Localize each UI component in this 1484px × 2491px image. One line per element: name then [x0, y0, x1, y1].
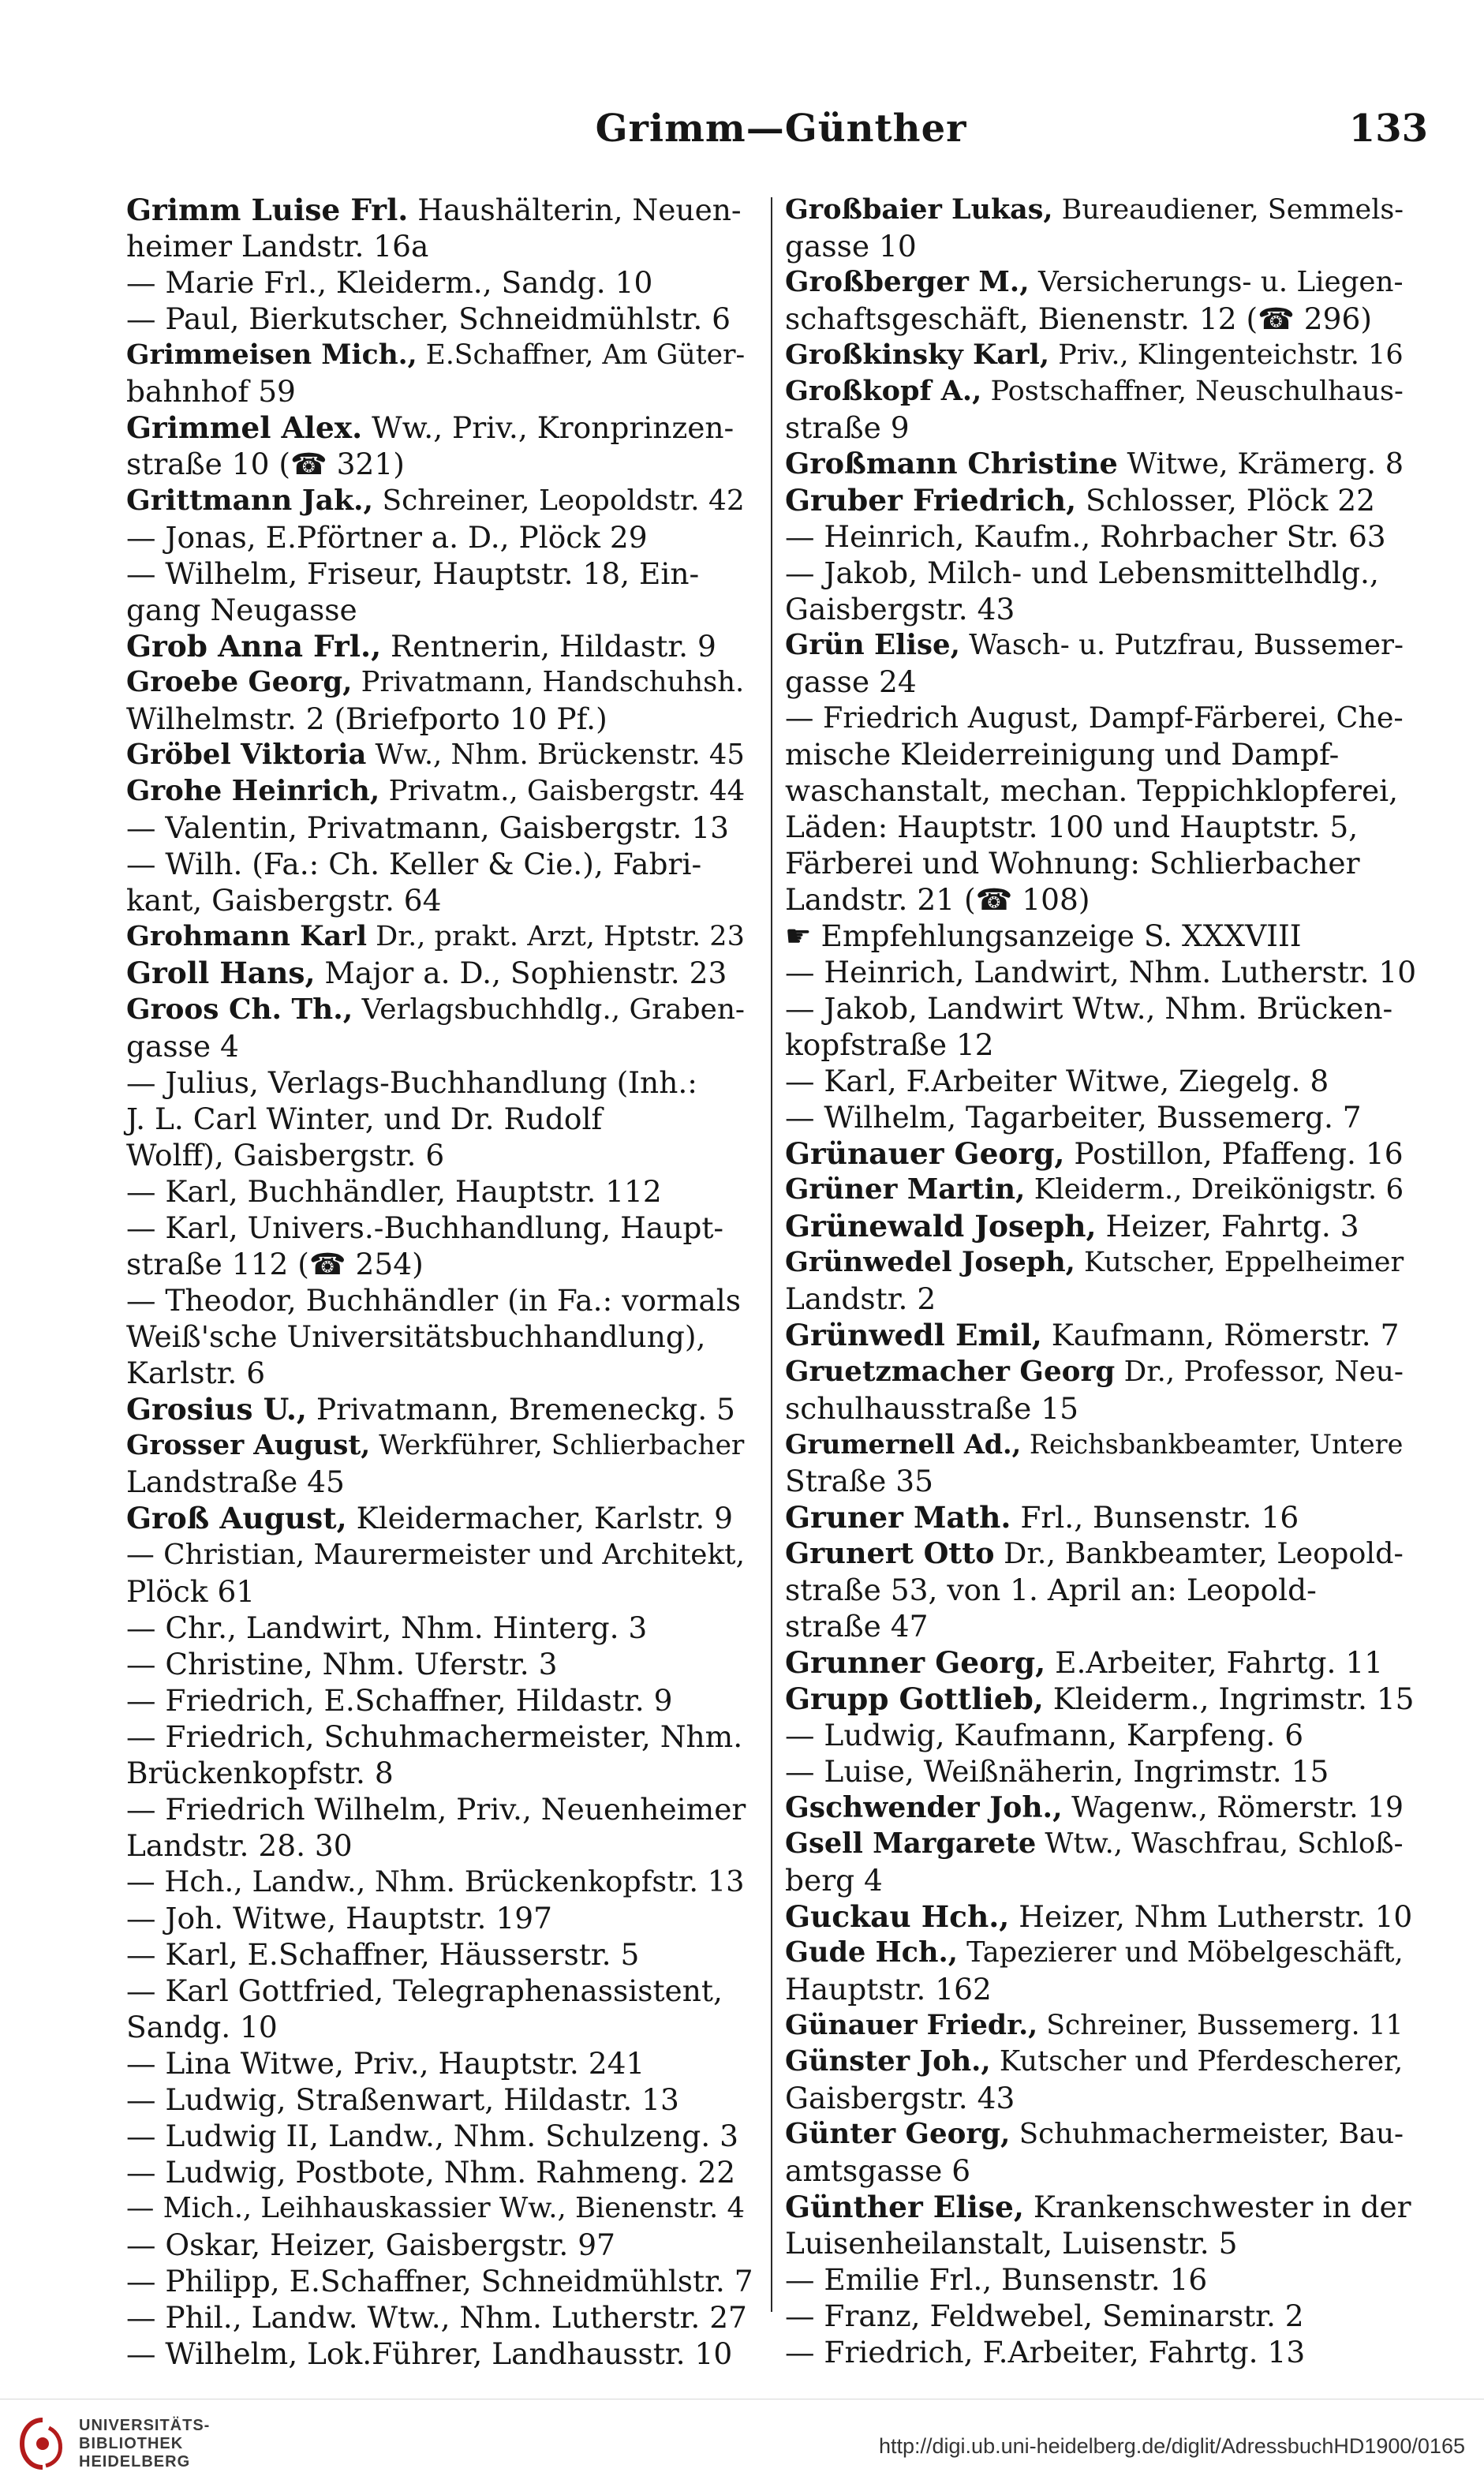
directory-entry	[785, 482, 1416, 518]
right-column	[785, 192, 1417, 2369]
directory-entry	[126, 410, 757, 446]
entry-details: Schuhmachermeister, Bau-	[1010, 2118, 1404, 2150]
entry-details: Wtw., Waschfrau, Schloß-	[1036, 1827, 1404, 1860]
entry-details: Kleidermacher, Karlstr. 9	[346, 1501, 733, 1535]
entry-name: Gschwender Joh.,	[785, 1790, 1063, 1824]
directory-entry	[785, 1281, 1416, 1317]
directory-entry	[126, 1755, 757, 1791]
column-divider	[771, 197, 772, 2312]
library-logo-icon	[14, 2415, 71, 2472]
entry-details: heimer Landstr. 16a	[126, 229, 429, 264]
directory-entry	[785, 881, 1416, 918]
entry-details: Schlosser, Plöck 22	[1076, 483, 1375, 518]
directory-entry	[785, 1099, 1416, 1135]
directory-entry	[126, 1791, 757, 1827]
directory-entry	[785, 264, 1416, 301]
entry-name: Grunner Georg,	[785, 1645, 1046, 1680]
entry-details: — Ludwig, Kaufmann, Karpfeng. 6	[785, 1718, 1304, 1752]
directory-entry	[785, 1463, 1416, 1499]
directory-entry	[785, 1499, 1416, 1535]
directory-entry	[126, 1391, 757, 1427]
entry-name: Günauer Friedr.,	[785, 2010, 1038, 2041]
entry-details: kant, Gaisbergstr. 64	[126, 883, 442, 918]
entry-details: straße 10 (☎ 321)	[126, 447, 405, 481]
entry-details: Karlstr. 6	[126, 1356, 266, 1390]
directory-entry	[126, 846, 757, 882]
directory-entry	[785, 1172, 1416, 1208]
entry-details: mische Kleiderreinigung und Dampf-	[785, 737, 1340, 772]
entry-details: — Joh. Witwe, Hauptstr. 197	[126, 1901, 552, 1936]
entry-name: Groos Ch. Th.,	[126, 993, 353, 1026]
entry-details: Luisenheilanstalt, Luisenstr. 5	[785, 2226, 1238, 2261]
directory-entry	[785, 1572, 1416, 1608]
entry-details: Gaisbergstr. 43	[785, 2081, 1015, 2115]
directory-entry	[126, 555, 757, 592]
directory-entry	[785, 1390, 1416, 1427]
directory-entry	[785, 845, 1416, 881]
directory-entry	[785, 2044, 1416, 2080]
entry-name: Grumernell Ad.,	[785, 1429, 1022, 1460]
directory-entry	[785, 337, 1416, 373]
entry-details: Wolff), Gaisbergstr. 6	[126, 1138, 445, 1173]
entry-details: E.Schaffner, Am Güter-	[417, 339, 746, 371]
directory-entry	[126, 810, 757, 846]
entry-details: Versicherungs- u. Liegen-	[1029, 266, 1404, 298]
entry-details: Schreiner, Bussemerg. 11	[1037, 2010, 1404, 2041]
entry-name: Groll Hans,	[126, 956, 316, 990]
entry-details: — Wilh. (Fa.: Ch. Keller & Cie.), Fabri-	[126, 847, 702, 881]
entry-details: straße 9	[785, 410, 910, 445]
entry-details: — Ludwig, Straßenwart, Hildastr. 13	[126, 2082, 679, 2117]
source-url[interactable]: http://digi.ub.uni-heidelberg.de/diglit/AdressbuchHD1900/0165	[878, 2434, 1465, 2458]
entry-name: Günther Elise,	[785, 2190, 1024, 2224]
directory-entry	[785, 954, 1416, 990]
entry-details: — Mich., Leihhauskassier Ww., Bienenstr. 4	[126, 2192, 746, 2224]
directory-entry	[785, 1826, 1416, 1862]
directory-entry	[126, 991, 757, 1028]
directory-entry	[126, 1246, 757, 1282]
entry-details: Straße 35	[785, 1464, 933, 1498]
directory-entry	[785, 627, 1416, 664]
entry-details: — Valentin, Privatmann, Gaisbergstr. 13	[126, 810, 729, 845]
entry-name: Grupp Gottlieb,	[785, 1681, 1044, 1716]
logo-line: UNIVERSITÄTS-	[79, 2417, 211, 2434]
directory-entry	[785, 700, 1416, 736]
directory-entry	[785, 192, 1416, 228]
entry-details: Sandg. 10	[126, 2010, 278, 2044]
directory-entry	[126, 1900, 757, 1936]
entry-details: — Friedrich, F.Arbeiter, Fahrtg. 13	[785, 2335, 1306, 2369]
entry-details: — Jakob, Landwirt Wtw., Nhm. Brücken-	[785, 991, 1393, 1026]
entry-name: Grünauer Georg,	[785, 1136, 1065, 1171]
directory-entry	[126, 2227, 757, 2263]
directory-entry	[785, 2080, 1416, 2116]
entry-details: — Christian, Maurermeister und Architekt,	[126, 1539, 745, 1571]
entry-name: Großmann Christine	[785, 447, 1118, 481]
directory-entry	[126, 1282, 757, 1318]
directory-entry	[126, 918, 757, 955]
directory-entry	[785, 772, 1416, 809]
directory-entry	[785, 1063, 1416, 1099]
entry-details: Plöck 61	[126, 1574, 256, 1609]
left-column	[126, 192, 757, 2371]
entry-name: Grob Anna Frl.,	[126, 629, 382, 664]
directory-entry	[126, 1355, 757, 1391]
entry-details: Frl., Bunsenstr. 16	[1011, 1500, 1299, 1535]
entry-details: Witwe, Krämerg. 8	[1117, 447, 1404, 481]
entry-details: Heizer, Fahrtg. 3	[1096, 1209, 1359, 1244]
directory-entry	[126, 192, 757, 228]
logo-line: BIBLIOTHEK	[79, 2435, 184, 2452]
entry-name: Gsell Margarete	[785, 1827, 1037, 1860]
entry-details: — Oskar, Heizer, Gaisbergstr. 97	[126, 2227, 615, 2262]
entry-details: — Lina Witwe, Priv., Hauptstr. 241	[126, 2046, 645, 2081]
entry-details: J. L. Carl Winter, und Dr. Rudolf	[126, 1102, 603, 1136]
entry-details: E.Arbeiter, Fahrtg. 11	[1045, 1645, 1384, 1680]
directory-entry	[785, 1971, 1416, 2007]
directory-entry	[126, 1682, 757, 1719]
entry-details: — Karl, E.Schaffner, Häusserstr. 5	[126, 1937, 640, 1972]
entry-details: — Heinrich, Kaufm., Rohrbacher Str. 63	[785, 519, 1386, 554]
page-title: Grimm—Günther	[595, 107, 967, 151]
directory-entry	[126, 2299, 757, 2336]
entry-name: Grohe Heinrich,	[126, 775, 380, 807]
directory-entry	[785, 555, 1416, 591]
entry-name: Grün Elise,	[785, 629, 960, 661]
entry-details: — Chr., Landwirt, Nhm. Hinterg. 3	[126, 1610, 648, 1645]
entry-details: Ww., Nhm. Brückenstr. 45	[366, 739, 745, 771]
entry-details: kopfstraße 12	[785, 1027, 994, 1062]
entry-details: Tapezierer und Möbelgeschäft,	[957, 1936, 1404, 1969]
entry-details: Ww., Priv., Kronprinzen-	[362, 410, 735, 445]
directory-entry	[126, 2154, 757, 2190]
directory-entry	[785, 1862, 1416, 1898]
directory-entry	[126, 1101, 757, 1137]
entry-details: Kleiderm., Dreikönigstr. 6	[1025, 1173, 1404, 1206]
entry-details: Dr., Professor, Neu-	[1115, 1356, 1404, 1388]
entry-details: — Friedrich Wilhelm, Priv., Neuenheimer	[126, 1792, 746, 1827]
directory-entry	[785, 301, 1416, 337]
directory-entry	[785, 990, 1416, 1027]
entry-details: Werkführer, Schlierbacher	[370, 1430, 745, 1461]
directory-entry	[785, 1681, 1416, 1717]
entry-details: Rentnerin, Hildastr. 9	[381, 629, 716, 664]
entry-details: — Phil., Landw. Wtw., Nhm. Lutherstr. 27	[126, 2300, 747, 2335]
directory-entry	[785, 1317, 1416, 1353]
directory-entry	[126, 2190, 757, 2227]
entry-details: Schreiner, Leopoldstr. 42	[373, 484, 745, 517]
entry-details: schulhausstraße 15	[785, 1391, 1078, 1426]
entry-name: Gruber Friedrich,	[785, 483, 1077, 518]
entry-details: Wilhelmstr. 2 (Briefporto 10 Pf.)	[126, 701, 607, 736]
entry-details: schaftsgeschäft, Bienenstr. 12 (☎ 296)	[785, 301, 1372, 336]
directory-entry	[785, 1717, 1416, 1753]
entry-name: Großberger M.,	[785, 266, 1030, 298]
entry-details: — Heinrich, Landwirt, Nhm. Lutherstr. 10	[785, 955, 1417, 989]
entry-details: — Emilie Frl., Bunsenstr. 16	[785, 2262, 1208, 2297]
entry-details: Krankenschwester in der	[1023, 2190, 1411, 2224]
library-logo-text	[79, 2417, 210, 2471]
directory-entry	[126, 228, 757, 264]
entry-details: waschanstalt, mechan. Teppichklopferei,	[785, 773, 1399, 808]
entry-details: gasse 24	[785, 664, 917, 699]
entry-details: Bureaudiener, Semmels-	[1052, 194, 1404, 226]
entry-details: Verlagsbuchhdlg., Graben-	[353, 993, 746, 1026]
directory-entry	[126, 2081, 757, 2118]
directory-entry	[785, 1208, 1416, 1244]
entry-name: Großbaier Lukas,	[785, 193, 1053, 226]
directory-entry	[126, 1427, 757, 1464]
directory-entry	[785, 1244, 1416, 1281]
entry-details: Kutscher und Pferdescherer,	[990, 2045, 1404, 2078]
entry-name: Grünwedel Joseph,	[785, 1246, 1075, 1278]
entry-details: Postillon, Pfaffeng. 16	[1064, 1136, 1404, 1171]
directory-entry	[126, 955, 757, 991]
directory-entry	[785, 2116, 1416, 2153]
directory-entry	[126, 2045, 757, 2081]
entry-details: — Paul, Bierkutscher, Schneidmühlstr. 6	[126, 301, 731, 336]
directory-entry	[126, 373, 757, 410]
entry-details: Dr., prakt. Arzt, Hptstr. 23	[367, 920, 745, 952]
directory-entry	[126, 301, 757, 337]
directory-entry	[126, 737, 757, 773]
entry-details: — Christine, Nhm. Uferstr. 3	[126, 1647, 558, 1681]
entry-details: straße 112 (☎ 254)	[126, 1247, 424, 1281]
directory-entry	[126, 519, 757, 555]
directory-entry	[785, 1027, 1416, 1063]
directory-entry	[126, 337, 757, 373]
entry-details: Privatm., Gaisbergstr. 44	[379, 775, 746, 807]
directory-entry	[785, 518, 1416, 555]
entry-name: Gude Hch.,	[785, 1936, 958, 1969]
entry-details: Färberei und Wohnung: Schlierbacher	[785, 846, 1360, 881]
entry-name: Gruetzmacher Georg	[785, 1355, 1116, 1388]
directory-entry	[126, 1500, 757, 1536]
directory-entry	[126, 882, 757, 918]
entry-details: — Jonas, E.Pförtner a. D., Plöck 29	[126, 520, 648, 555]
directory-entry	[785, 664, 1416, 700]
entry-details: Landstr. 2	[785, 1281, 936, 1316]
directory-entry	[126, 1028, 757, 1064]
entry-details: Landstr. 21 (☎ 108)	[785, 882, 1090, 917]
entry-details: — Friedrich, E.Schaffner, Hildastr. 9	[126, 1683, 673, 1718]
entry-details: Hauptstr. 162	[785, 1972, 992, 2007]
directory-entry	[785, 1535, 1416, 1572]
entry-details: — Theodor, Buchhändler (in Fa.: vormals	[126, 1283, 741, 1318]
entry-details: — Wilhelm, Lok.Führer, Landhausstr. 10	[126, 2336, 733, 2371]
directory-entry	[785, 736, 1416, 772]
entry-details: gasse 4	[126, 1029, 239, 1064]
entry-name: Groß August,	[126, 1501, 347, 1535]
entry-name: Grünewald Joseph,	[785, 1209, 1097, 1244]
directory-entry	[126, 1646, 757, 1682]
directory-entry	[785, 2189, 1416, 2225]
page-number: 133	[1348, 107, 1428, 151]
directory-entry	[126, 1318, 757, 1355]
entry-details: — Marie Frl., Kleiderm., Sandg. 10	[126, 265, 653, 300]
entry-details: — Friedrich August, Dampf-Färberei, Che-	[785, 701, 1404, 735]
directory-entry	[785, 1790, 1416, 1826]
entry-name: Grosser August,	[126, 1430, 371, 1461]
directory-entry	[126, 2336, 757, 2372]
logo-line: HEIDELBERG	[79, 2453, 191, 2470]
entry-details: Weiß'sche Universitätsbuchhandlung),	[126, 1319, 706, 1354]
entry-details: Kaufmann, Römerstr. 7	[1041, 1318, 1400, 1352]
entry-details: — Karl, Univers.-Buchhandlung, Haupt-	[126, 1210, 724, 1245]
directory-entry	[785, 1427, 1416, 1463]
entry-name: Grüner Martin,	[785, 1173, 1026, 1206]
directory-entry	[785, 1135, 1416, 1172]
directory-entry	[785, 591, 1416, 627]
entry-details: — Friedrich, Schuhmachermeister, Nhm.	[126, 1719, 743, 1754]
directory-entry	[126, 664, 757, 701]
entry-details: ☛ Empfehlungsanzeige S. XXXVIII	[785, 918, 1302, 953]
entry-details: — Hch., Landw., Nhm. Brückenkopfstr. 13	[126, 1865, 745, 1898]
entry-details: Kutscher, Eppelheimer	[1075, 1247, 1404, 1278]
entry-name: Grittmann Jak.,	[126, 484, 374, 517]
entry-name: Grimmel Alex.	[126, 410, 363, 445]
entry-details: Brückenkopfstr. 8	[126, 1756, 394, 1790]
entry-details: Privatmann, Handschuhsh.	[352, 666, 745, 698]
entry-name: Gruner Math.	[785, 1500, 1011, 1535]
entry-details: Läden: Hauptstr. 100 und Hauptstr. 5,	[785, 810, 1359, 844]
entry-details: Dr., Bankbeamter, Leopold-	[994, 1536, 1404, 1570]
entry-name: Grohmann Karl	[126, 920, 368, 952]
directory-entry	[785, 1353, 1416, 1390]
directory-entry	[785, 1644, 1416, 1681]
directory-entry	[126, 1137, 757, 1173]
page-header	[134, 99, 1428, 170]
directory-entry	[126, 264, 757, 301]
directory-entry	[126, 482, 757, 519]
entry-details: — Wilhelm, Tagarbeiter, Bussemerg. 7	[785, 1100, 1362, 1135]
directory-entry	[126, 1464, 757, 1500]
entry-name: Guckau Hch.,	[785, 1899, 1010, 1934]
directory-entry	[785, 1608, 1416, 1644]
directory-entry	[126, 773, 757, 810]
entry-details: — Wilhelm, Friseur, Hauptstr. 18, Ein-	[126, 556, 700, 591]
directory-entry	[785, 2298, 1416, 2334]
directory-entry	[785, 410, 1416, 446]
directory-entry	[785, 446, 1416, 482]
directory-entry	[785, 809, 1416, 845]
entry-details: Heizer, Nhm Lutherstr. 10	[1009, 1899, 1413, 1934]
entry-details: Postschaffner, Neuschulhaus-	[981, 375, 1404, 407]
entry-details: Landstr. 28. 30	[126, 1828, 353, 1863]
entry-details: straße 53, von 1. April an: Leopold-	[785, 1573, 1317, 1607]
directory-entry	[126, 1536, 757, 1573]
entry-details: amtsgasse 6	[785, 2153, 971, 2188]
entry-details: Privatmann, Bremeneckg. 5	[306, 1392, 735, 1427]
directory-entry	[126, 1719, 757, 1755]
entry-details: — Karl, Buchhändler, Hauptstr. 112	[126, 1174, 662, 1209]
directory-entry	[126, 1936, 757, 1973]
entry-name: Großkopf A.,	[785, 375, 982, 407]
entry-details: — Karl Gottfried, Telegraphenassistent,	[126, 1973, 723, 2008]
directory-entry	[126, 1864, 757, 1900]
entry-details: — Ludwig, Postbote, Nhm. Rahmeng. 22	[126, 2155, 736, 2190]
entry-details: — Franz, Feldwebel, Seminarstr. 2	[785, 2298, 1304, 2333]
entry-name: Grünwedl Emil,	[785, 1318, 1042, 1352]
directory-entry	[126, 2263, 757, 2299]
directory-entry	[126, 446, 757, 482]
entry-name: Großkinsky Karl,	[785, 338, 1050, 371]
directory-entry	[126, 1210, 757, 1246]
entry-details: Haushälterin, Neuen-	[408, 193, 742, 227]
directory-entry	[785, 228, 1416, 264]
directory-entry	[785, 2261, 1416, 2298]
directory-entry	[785, 2225, 1416, 2261]
directory-entry	[126, 1173, 757, 1210]
entry-name: Günster Joh.,	[785, 2045, 991, 2078]
directory-entry	[785, 2334, 1416, 2370]
entry-details: gasse 10	[785, 229, 917, 264]
entry-details: — Ludwig II, Landw., Nhm. Schulzeng. 3	[126, 2119, 738, 2153]
entry-details: gang Neugasse	[126, 593, 357, 627]
directory-entry	[126, 1973, 757, 2009]
directory-entry	[785, 1935, 1416, 1971]
entry-details: — Karl, F.Arbeiter Witwe, Ziegelg. 8	[785, 1064, 1329, 1098]
entry-name: Günter Georg,	[785, 2118, 1011, 2150]
directory-entry	[785, 2007, 1416, 2044]
entry-name: Grimmeisen Mich.,	[126, 339, 417, 371]
directory-entry	[126, 2118, 757, 2154]
entry-details: — Philipp, E.Schaffner, Schneidmühlstr. 7	[126, 2264, 753, 2298]
directory-entry	[126, 1064, 757, 1101]
entry-details: Wagenw., Römerstr. 19	[1062, 1791, 1404, 1824]
directory-entry	[785, 2153, 1416, 2189]
directory-entry	[785, 1898, 1416, 1935]
entry-details: straße 47	[785, 1609, 929, 1644]
entry-details: Landstraße 45	[126, 1464, 345, 1499]
directory-entry	[126, 1610, 757, 1646]
entry-name: Groebe Georg,	[126, 666, 353, 698]
entry-details: — Luise, Weißnäherin, Ingrimstr. 15	[785, 1754, 1329, 1789]
entry-details: bahnhof 59	[126, 374, 296, 409]
entry-name: Grunert Otto	[785, 1536, 995, 1570]
entry-details: — Julius, Verlags-Buchhandlung (Inh.:	[126, 1065, 697, 1100]
page-footer	[0, 2399, 1484, 2491]
entry-details: Major a. D., Sophienstr. 23	[315, 956, 727, 990]
directory-entry	[785, 1753, 1416, 1790]
entry-name: Grimm Luise Frl.	[126, 193, 409, 227]
entry-details: Wasch- u. Putzfrau, Bussemer-	[959, 629, 1404, 661]
entry-details: — Jakob, Milch- und Lebensmittelhdlg.,	[785, 555, 1379, 590]
entry-details: Reichsbankbeamter, Untere	[1021, 1429, 1404, 1460]
entry-details: Kleiderm., Ingrimstr. 15	[1043, 1681, 1415, 1716]
directory-entry	[785, 373, 1416, 410]
entry-name: Gröbel Viktoria	[126, 739, 367, 771]
entry-details: Gaisbergstr. 43	[785, 592, 1015, 626]
directory-entry	[126, 701, 757, 737]
entry-details: berg 4	[785, 1863, 883, 1898]
directory-entry	[126, 592, 757, 628]
directory-entry	[126, 628, 757, 664]
directory-entry	[126, 2009, 757, 2045]
directory-entry	[126, 1827, 757, 1864]
directory-entry	[126, 1573, 757, 1610]
entry-name: Grosius U.,	[126, 1392, 307, 1427]
entry-details: Priv., Klingenteichstr. 16	[1049, 338, 1404, 371]
directory-entry	[785, 918, 1416, 954]
